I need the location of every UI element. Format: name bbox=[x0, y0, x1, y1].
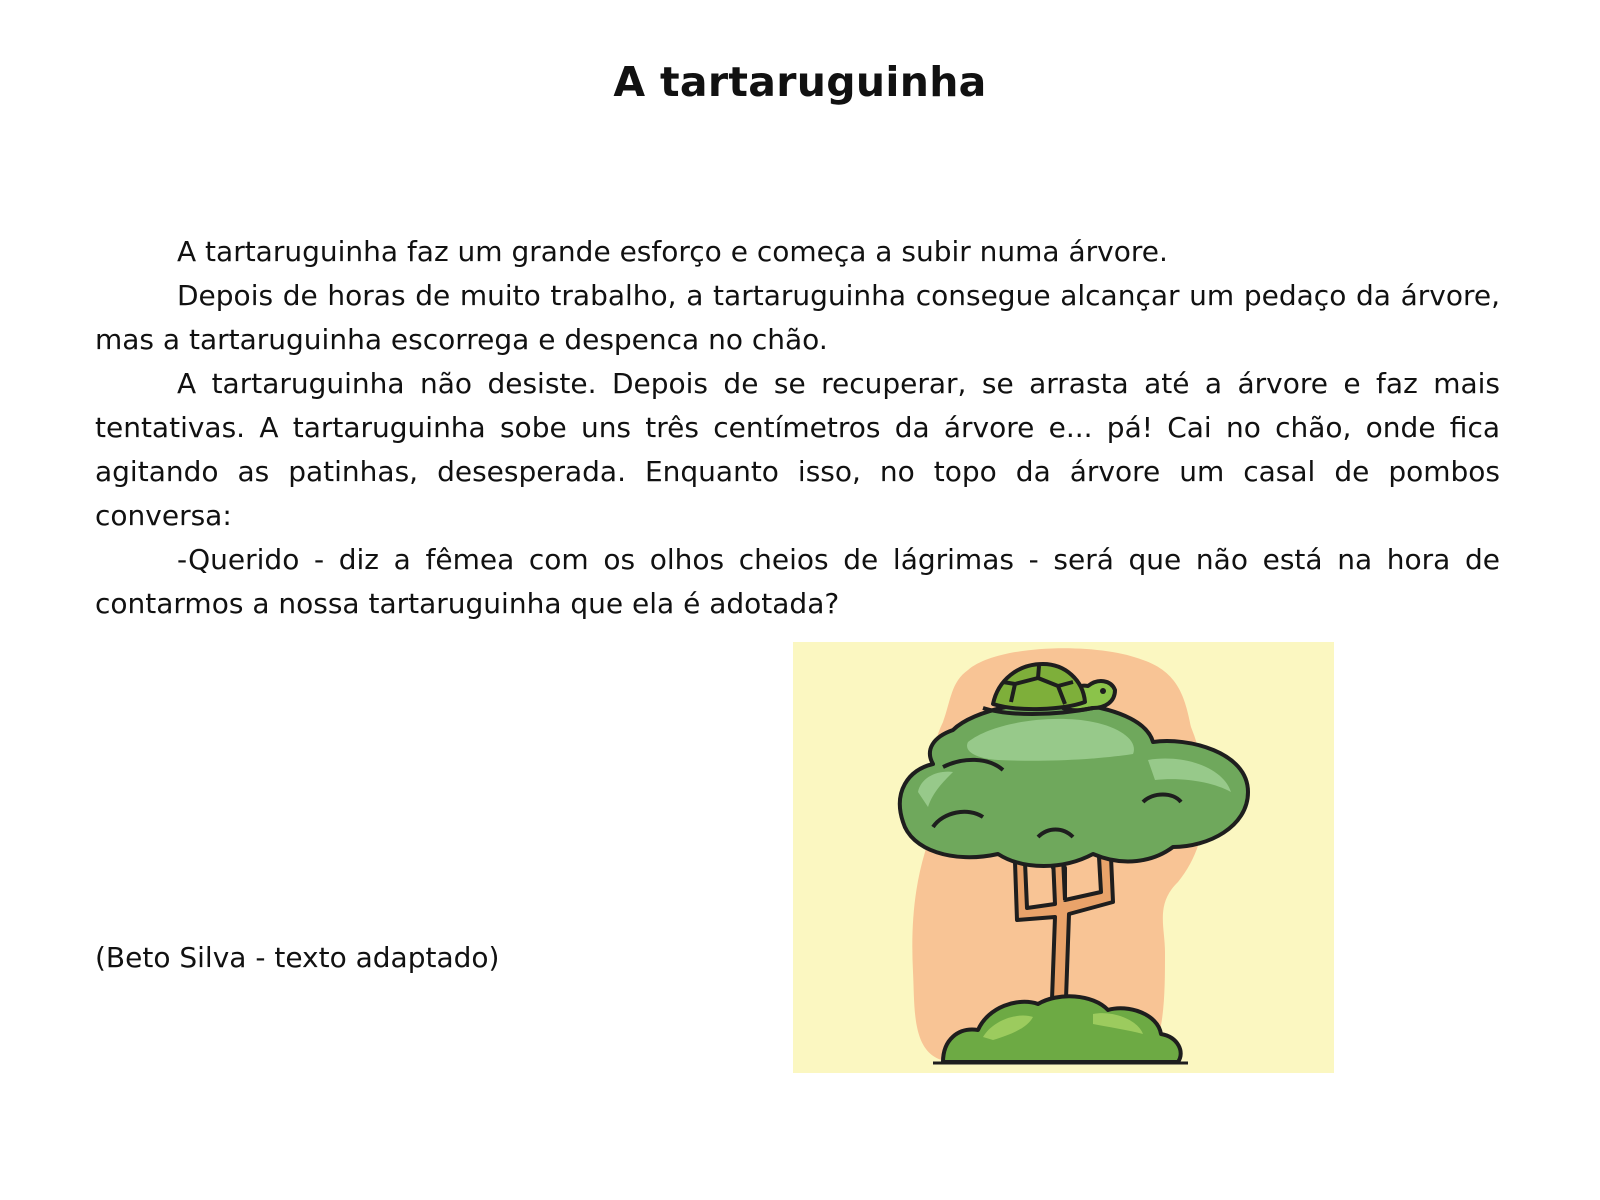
document-title: A tartaruguinha bbox=[613, 58, 987, 106]
story-paragraph: A tartaruguinha faz um grande esforço e começa a subir numa árvore. bbox=[177, 235, 1168, 268]
story-text bbox=[95, 230, 1500, 626]
story-paragraph: -Querido - diz a fêmea com os olhos cheios de lágrimas - será que não está na hora de contarmos a nossa tartaruguinha que ela é adotada? bbox=[95, 543, 1500, 620]
author-credit: (Beto Silva - texto adaptado) bbox=[95, 941, 500, 974]
story-paragraph: A tartaruguinha não desiste. Depois de se recuperar, se arrasta até a árvore e faz mais tentativas. A tartaruguinha sobe uns três centímetros da árvore e... pá! Cai no chão, onde fica agitando as patinhas, desesperada. Enquanto isso, no topo da árvore um casal de pombos conversa: bbox=[95, 367, 1500, 532]
story-paragraph: Depois de horas de muito trabalho, a tartaruguinha consegue alcançar um pedaço da árvore, mas a tartaruguinha escorrega e despenca no chão. bbox=[95, 279, 1500, 356]
turtle-on-tree-illustration bbox=[793, 642, 1334, 1073]
